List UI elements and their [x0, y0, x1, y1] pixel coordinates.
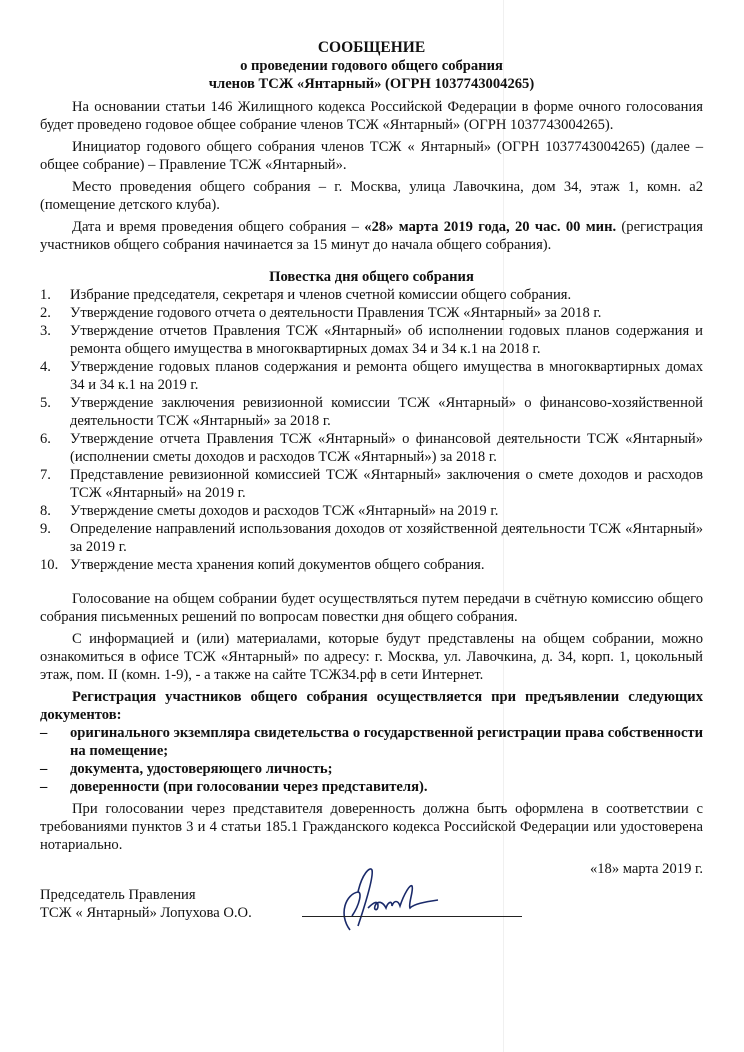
agenda-item-text: Утверждение годового отчета о деятельности Правления ТСЖ «Янтарный» за 2018 г.: [70, 305, 602, 321]
dash-bullet: –: [40, 761, 48, 777]
datetime-suffix: (регистрация участников общего собрания начинается за 15 минут до начала общего собрания).: [40, 219, 703, 253]
agenda-item-text: Утверждение отчетов Правления ТСЖ «Янтарный» об исполнении годовых планов содержания и ремонта общего имущества в многоквартирных домах 34 и 34 к.1 на 2018 г.: [70, 323, 703, 357]
agenda-item: [40, 520, 703, 556]
agenda-item-number: 3.: [40, 323, 51, 339]
paragraph-datetime: [40, 218, 703, 254]
agenda-item-text: Утверждение сметы доходов и расходов ТСЖ «Янтарный» на 2019 г.: [70, 503, 499, 519]
paragraph-materials: С информацией и (или) материалами, которые будут представлены на общем собрании, можно ознакомиться в офисе ТСЖ «Янтарный» по адресу: г. Москва, ул. Лавочкина, д. 34, корп. 1, цокольный этаж, пом. II (комн. 1-9), - а также на сайте ТСЖ34.рф в сети Интернет.: [40, 631, 703, 683]
paragraph-voting: Голосование на общем собрании будет осуществляться путем передачи в счётную комиссию общего собрания письменных решений по вопросам повестки дня общего собрания.: [40, 591, 703, 625]
paragraph-basis: На основании статьи 146 Жилищного кодекса Российской Федерации в форме очного голосования будет проведено годовое общее собрание членов ТСЖ «Янтарный» (ОГРН 1037743004265).: [40, 99, 703, 133]
agenda-list: [40, 286, 703, 574]
agenda-item-number: 4.: [40, 359, 51, 375]
paragraph-location: Место проведения общего собрания – г. Москва, улица Лавочкина, дом 34, этаж 1, комн. а2 (помещение детского клуба).: [40, 179, 703, 213]
required-document-item: [40, 760, 703, 778]
required-documents-list: [40, 724, 703, 796]
agenda-item-number: 6.: [40, 431, 51, 447]
title-line-1: СООБЩЕНИЕ: [317, 39, 426, 56]
paragraph-initiator: Инициатор годового общего собрания членов ТСЖ « Янтарный» (ОГРН 1037743004265) (далее – общее собрание) – Правление ТСЖ «Янтарный».: [40, 139, 703, 173]
agenda-item: [40, 358, 703, 394]
document-date: «18» марта 2019 г.: [589, 861, 703, 877]
signatory: [40, 886, 252, 922]
agenda-item-text: Избрание председателя, секретаря и членов счетной комиссии общего собрания.: [70, 287, 572, 303]
agenda-item-text: Утверждение заключения ревизионной комиссии ТСЖ «Янтарный» о финансово-хозяйственной деятельности ТСЖ «Янтарный» за 2018 г.: [70, 395, 703, 429]
agenda-item-number: 7.: [40, 467, 51, 483]
agenda-item-number: 8.: [40, 503, 51, 519]
agenda-item: [40, 304, 703, 322]
agenda-item: [40, 394, 703, 430]
paragraph-proxy: При голосовании через представителя доверенность должна быть оформлена в соответствии с требованиями пунктов 3 и 4 статьи 185.1 Гражданского кодекса Российской Федерации или удостоверена нотариально.: [40, 801, 703, 853]
agenda-item-number: 2.: [40, 305, 51, 321]
agenda-item-text: Представление ревизионной комиссией ТСЖ «Янтарный» заключения о смете доходов и расходов ТСЖ «Янтарный» на 2019 г.: [70, 467, 703, 501]
required-document-text: оригинального экземпляра свидетельства о государственной регистрации права собственности на помещение;: [70, 725, 703, 759]
agenda-item: [40, 430, 703, 466]
agenda-item-text: Утверждение отчета Правления ТСЖ «Янтарный» о финансовой деятельности ТСЖ «Янтарный» (исполнении сметы доходов и расходов ТСЖ «Янтарный») за 2018 г.: [70, 431, 703, 465]
agenda-item: [40, 556, 703, 574]
signature-block: [40, 886, 703, 936]
agenda-item: [40, 286, 703, 304]
required-document-text: документа, удостоверяющего личность;: [70, 761, 333, 777]
agenda-item-number: 9.: [40, 521, 51, 537]
datetime-value: «28» марта 2019 года, 20 час. 00 мин.: [364, 219, 617, 235]
agenda-item: [40, 502, 703, 520]
required-document-text: доверенности (при голосовании через представителя).: [70, 779, 428, 795]
agenda-heading: Повестка дня общего собрания: [269, 269, 474, 285]
document-title: [40, 39, 703, 93]
agenda-item-text: Определение направлений использования доходов от хозяйственной деятельности ТСЖ «Янтарный» за 2019 г.: [70, 521, 703, 555]
required-document-item: [40, 778, 703, 796]
agenda-item-text: Утверждение места хранения копий документов общего собрания.: [70, 557, 485, 573]
agenda-item-number: 5.: [40, 395, 51, 411]
paragraph-registration: Регистрация участников общего собрания осуществляется при предъявлении следующих документов:: [40, 689, 703, 723]
dash-bullet: –: [40, 779, 48, 795]
title-line-3: членов ТСЖ «Янтарный» (ОГРН 1037743004265): [208, 76, 535, 92]
agenda-item: [40, 322, 703, 358]
dash-bullet: –: [40, 725, 48, 741]
signatory-name: ТСЖ « Янтарный» Лопухова О.О.: [40, 905, 252, 921]
agenda-item-number: 1.: [40, 287, 51, 303]
agenda-item: [40, 466, 703, 502]
document-page: [40, 39, 703, 936]
agenda-item-text: Утверждение годовых планов содержания и ремонта общего имущества в многоквартирных домах 34 и 34 к.1 на 2019 г.: [70, 359, 703, 393]
datetime-prefix: Дата и время проведения общего собрания –: [72, 219, 365, 235]
title-line-2: о проведении годового общего собрания: [240, 58, 503, 74]
agenda-item-number: 10.: [40, 557, 59, 573]
signatory-role: Председатель Правления: [40, 887, 196, 903]
handwritten-signature: [328, 864, 468, 934]
signature-line: [302, 916, 522, 917]
required-document-item: [40, 724, 703, 760]
